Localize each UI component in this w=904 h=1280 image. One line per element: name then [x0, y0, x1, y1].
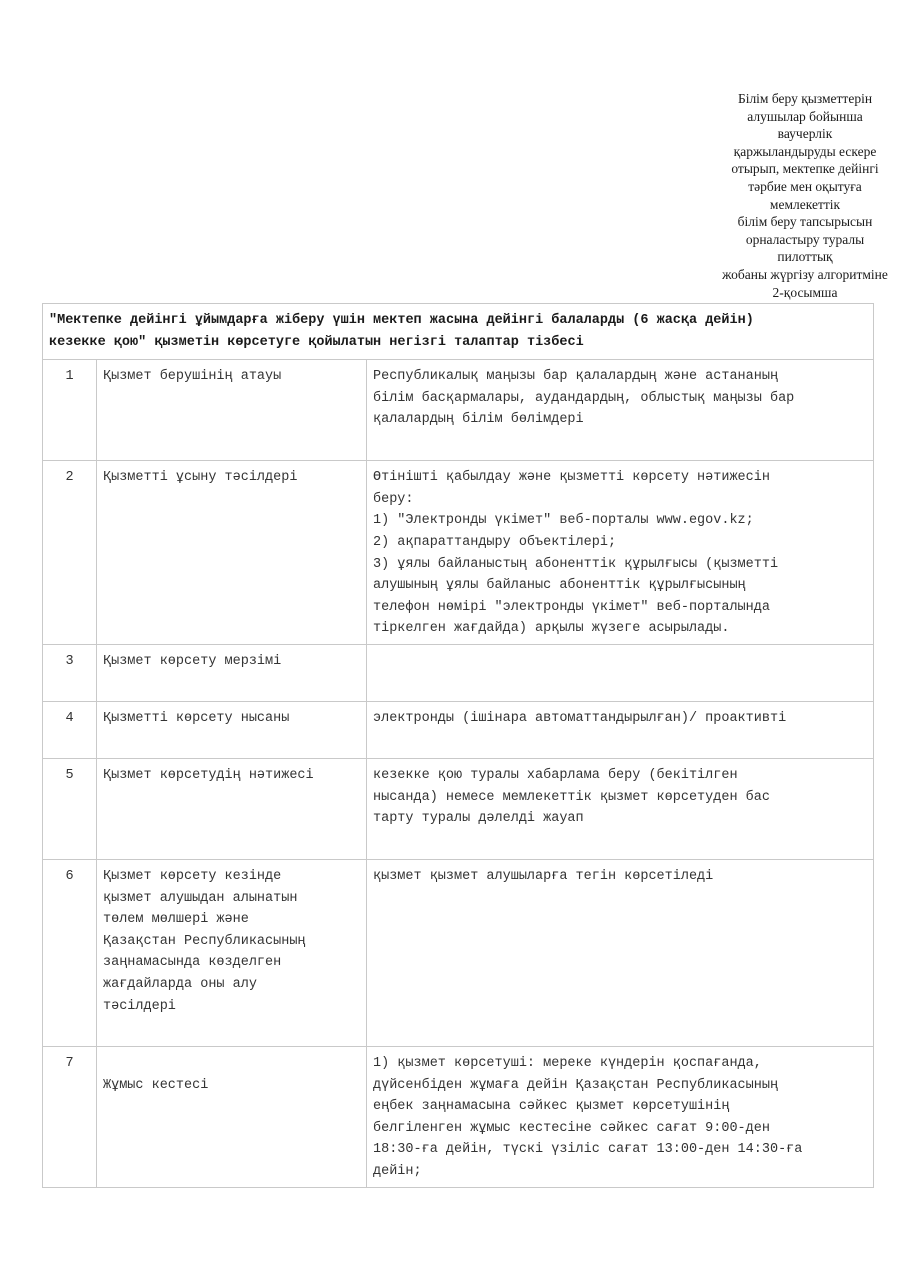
- appendix-header-line: жобаны жүргізу алгоритміне: [722, 266, 888, 282]
- appendix-header-line: ваучерлік: [777, 126, 833, 142]
- row-value-line: 3) ұялы байланыстың абоненттік құрылғысы (қызметті: [373, 556, 779, 572]
- row-value-line: Өтінішті қабылдау және қызметті көрсету нәтижесін: [373, 470, 770, 486]
- row-label-line: тәсілдері: [103, 998, 176, 1014]
- row-number: 1: [43, 360, 97, 461]
- row-label-line: Қызметті ұсыну тәсілдері: [103, 470, 298, 486]
- appendix-header: [702, 90, 904, 301]
- row-value-line: қызмет қызмет алушыларға тегін көрсетіледі: [373, 868, 714, 884]
- table-row: [43, 644, 874, 701]
- table-title-row: [43, 304, 874, 360]
- row-value: [367, 758, 874, 859]
- row-value-line: тіркелген жағдайда) арқылы жүзеге асырылады.: [373, 621, 730, 637]
- row-label-line: Қызметті көрсету нысаны: [103, 710, 290, 726]
- row-number: 4: [43, 701, 97, 758]
- appendix-header-line: алушылар бойынша: [747, 108, 863, 124]
- row-value-line: 1) қызмет көрсетуші: мереке күндерін қоспағанда,: [373, 1055, 762, 1071]
- table-row: [43, 758, 874, 859]
- row-value: [367, 701, 874, 758]
- row-value-line: еңбек заңнамасына сәйкес қызмет көрсетушінің: [373, 1099, 730, 1115]
- row-value-line: телефон нөмірі "электронды үкімет" веб-порталында: [373, 599, 770, 615]
- table-row: [43, 859, 874, 1046]
- table-row: [43, 1046, 874, 1187]
- appendix-header-line: білім беру тапсырысын: [737, 214, 873, 230]
- row-label: [97, 461, 367, 645]
- table-row: [43, 461, 874, 645]
- row-number: 2: [43, 461, 97, 645]
- row-value-line: Республикалық маңызы бар қалалардың және астананың: [373, 369, 779, 385]
- row-label: [97, 758, 367, 859]
- row-value-line: белгіленген жұмыс кестесіне сәйкес сағат 9:00-ден: [373, 1120, 770, 1136]
- appendix-header-line: пилоттық: [777, 249, 833, 265]
- table-title-line: "Мектепке дейінгі ұйымдарға жіберу үшін мектеп жасына дейінгі балаларды (6 жасқа дейін): [49, 313, 754, 328]
- row-label-line: заңнамасында көзделген: [103, 955, 282, 971]
- row-label-line: Қазақстан Республикасының: [103, 933, 306, 949]
- row-value-line: қалалардың білім бөлімдері: [373, 412, 584, 428]
- row-label: [97, 644, 367, 701]
- row-value: [367, 859, 874, 1046]
- row-value-line: 1) "Электронды үкімет" веб-порталы www.egov.kz;: [373, 513, 754, 529]
- row-value-line: дейін;: [373, 1163, 422, 1179]
- row-label: [97, 1046, 367, 1187]
- row-value: [367, 461, 874, 645]
- row-label-line: төлем мөлшері және: [103, 912, 249, 928]
- appendix-header-line: мемлекеттік: [769, 196, 841, 212]
- row-number: 7: [43, 1046, 97, 1187]
- appendix-header-line: Білім беру қызметтерін: [737, 91, 873, 106]
- row-number: 5: [43, 758, 97, 859]
- row-value-line: нысанда) немесе мемлекеттік қызмет көрсетуден бас: [373, 789, 770, 805]
- row-label-line: Қызмет көрсету кезінде: [103, 868, 282, 884]
- row-value-line: кезекке қою туралы хабарлама беру (бекітілген: [373, 767, 738, 783]
- appendix-header-line: қаржыландыруды ескере: [733, 143, 877, 159]
- appendix-header-line: тәрбие мен оқытуға: [748, 178, 862, 194]
- row-label: [97, 360, 367, 461]
- table-title: [43, 304, 874, 360]
- row-value: [367, 644, 874, 701]
- row-label-line: қызмет алушыдан алынатын: [103, 890, 298, 906]
- row-value-line: тарту туралы дәлелді жауап: [373, 811, 584, 827]
- row-label: [97, 701, 367, 758]
- row-value: [367, 1046, 874, 1187]
- requirements-table: [42, 303, 874, 1188]
- table-row: [43, 360, 874, 461]
- table-title-line: кезекке қою" қызметін көрсетуге қойылатын негізгі талаптар тізбесі: [49, 334, 584, 350]
- row-value-line: дүйсенбіден жұмаға дейін Қазақстан Республикасының: [373, 1077, 779, 1093]
- table-row: [43, 701, 874, 758]
- row-label-line: Қызмет берушінің атауы: [103, 369, 282, 385]
- row-value-line: 18:30-ға дейін, түскі үзіліс сағат 13:00-ден 14:30-ға: [373, 1142, 803, 1158]
- row-value: [367, 360, 874, 461]
- row-label-line: жағдайларда оны алу: [103, 976, 257, 992]
- appendix-header-line: орналастыру туралы: [745, 231, 865, 247]
- appendix-header-line: отырып, мектепке дейінгі: [731, 161, 879, 177]
- row-value-line: электронды (ішінара автоматтандырылған)/ проактивті: [373, 710, 787, 726]
- row-number: 3: [43, 644, 97, 701]
- row-label: [97, 859, 367, 1046]
- row-value-line: білім басқармалары, аудандардың, облыстық маңызы бар: [373, 390, 795, 406]
- row-label-line: Қызмет көрсетудің нәтижесі: [103, 767, 314, 783]
- row-value-line: беру:: [373, 491, 414, 507]
- row-value-line: алушының ұялы байланыс абоненттік құрылғысының: [373, 578, 746, 594]
- row-number: 6: [43, 859, 97, 1046]
- row-label-line: Жұмыс кестесі: [103, 1077, 209, 1093]
- row-value-line: 2) ақпараттандыру объектілері;: [373, 534, 617, 550]
- row-label-line: Қызмет көрсету мерзімі: [103, 653, 282, 669]
- appendix-header-line: 2-қосымша: [772, 284, 838, 300]
